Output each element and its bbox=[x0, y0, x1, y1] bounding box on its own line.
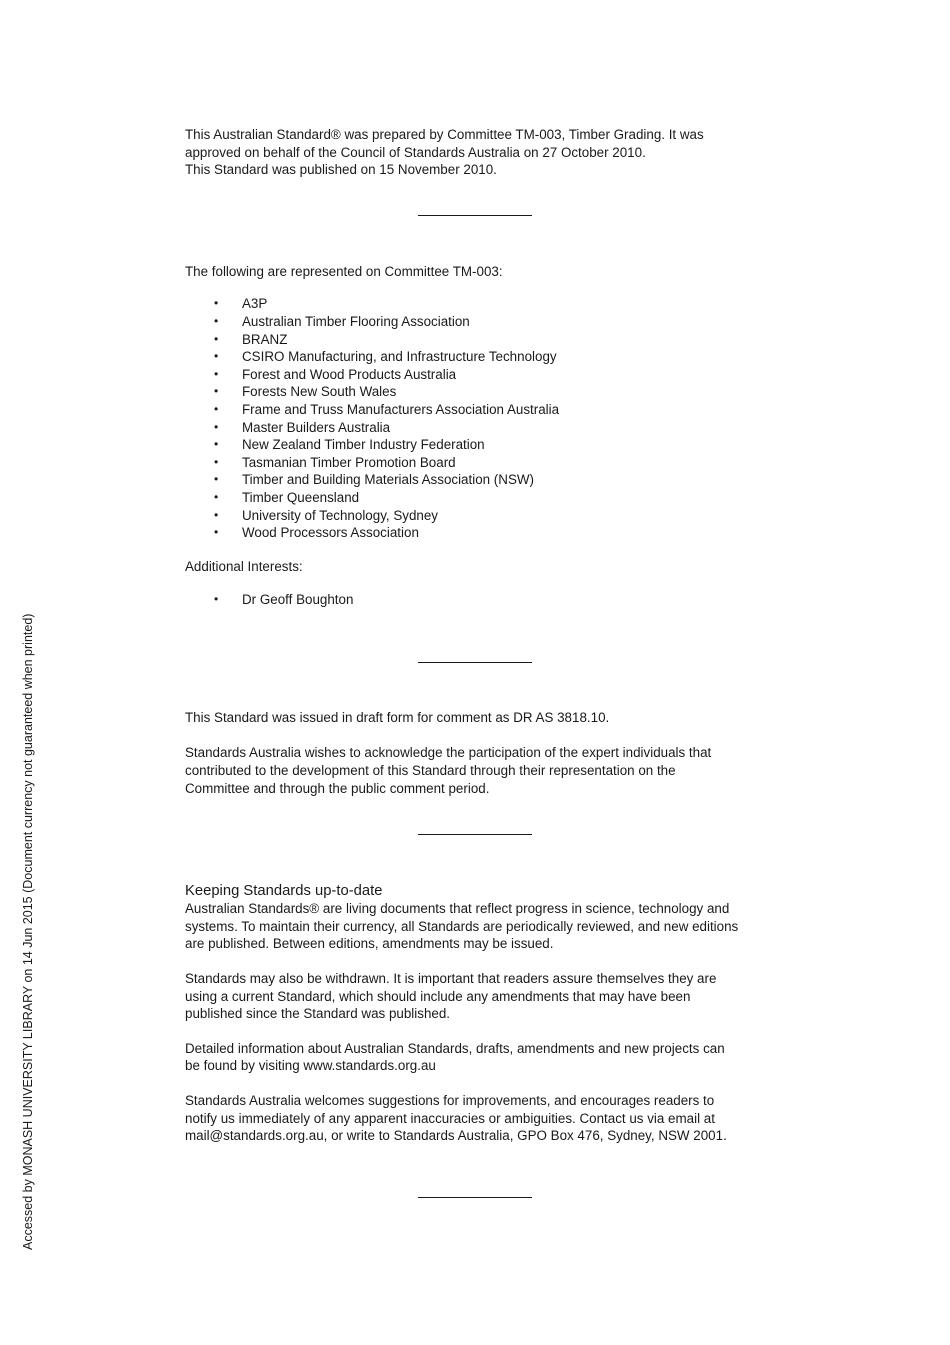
section-divider bbox=[418, 834, 532, 835]
text-line: approved on behalf of the Council of Standards Australia on 27 October 2010. bbox=[185, 144, 646, 160]
list-item: • Timber Queensland bbox=[185, 489, 775, 507]
list-item: • University of Technology, Sydney bbox=[185, 507, 775, 525]
acknowledgement-paragraph bbox=[185, 744, 775, 797]
detailed-information-paragraph bbox=[185, 1040, 775, 1075]
section-divider bbox=[418, 1197, 532, 1198]
access-watermark: Accessed by MONASH UNIVERSITY LIBRARY on 14 Jun 2015 (Document currency not guaranteed when printed) bbox=[21, 613, 35, 1250]
draft-issued-text: This Standard was issued in draft form for comment as DR AS 3818.10. bbox=[185, 709, 610, 725]
list-item: • Australian Timber Flooring Association bbox=[185, 313, 775, 331]
text-line: Standards Australia welcomes suggestions for improvements, and encourages readers to bbox=[185, 1093, 715, 1108]
list-item: • Master Builders Australia bbox=[185, 419, 775, 437]
text-line: published since the Standard was published. bbox=[185, 1006, 451, 1022]
text-line: Committee and through the public comment period. bbox=[185, 780, 490, 796]
text-line: are published. Between editions, amendments may be issued. bbox=[185, 936, 554, 952]
text-line: This Standard was published on 15 November 2010. bbox=[185, 162, 497, 178]
list-item: • Tasmanian Timber Promotion Board bbox=[185, 454, 775, 472]
text-line: be found by visiting www.standards.org.au bbox=[185, 1058, 436, 1074]
preparation-paragraph bbox=[185, 126, 775, 179]
suggestions-paragraph bbox=[185, 1092, 775, 1145]
text-line: Detailed information about Australian Standards, drafts, amendments and new projects can bbox=[185, 1040, 725, 1056]
text-line: Standards Australia wishes to acknowledge the participation of the expert individuals that bbox=[185, 745, 712, 761]
list-item: • Wood Processors Association bbox=[185, 524, 775, 542]
living-documents-paragraph bbox=[185, 900, 775, 953]
text-line: Standards may also be withdrawn. It is important that readers assure themselves they are bbox=[185, 971, 717, 987]
text-line: mail@standards.org.au, or write to Standards Australia, GPO Box 476, Sydney, NSW 2001. bbox=[185, 1128, 727, 1144]
committee-intro: The following are represented on Committee TM-003: bbox=[185, 263, 503, 279]
section-divider bbox=[418, 662, 532, 663]
text-line: using a current Standard, which should include any amendments that may have been bbox=[185, 988, 691, 1004]
list-item: • BRANZ bbox=[185, 331, 775, 349]
withdrawn-paragraph bbox=[185, 970, 775, 1023]
text-line: notify us immediately of any apparent inaccuracies or ambiguities. Contact us via email at bbox=[185, 1110, 715, 1126]
text-line: contributed to the development of this Standard through their representation on the bbox=[185, 763, 676, 779]
document-page bbox=[185, 126, 775, 1198]
list-item: • New Zealand Timber Industry Federation bbox=[185, 436, 775, 454]
additional-interests-list bbox=[185, 591, 775, 609]
text-line: Australian Standards® are living documents that reflect progress in science, technology and bbox=[185, 901, 730, 917]
text-line: systems. To maintain their currency, all Standards are periodically reviewed, and new editions bbox=[185, 918, 739, 934]
list-item: • A3P bbox=[185, 295, 775, 313]
list-item: • Forests New South Wales bbox=[185, 383, 775, 401]
text-line: This Australian Standard® was prepared by Committee TM-003, Timber Grading. It was bbox=[185, 127, 704, 142]
section-heading: Keeping Standards up-to-date bbox=[185, 883, 383, 900]
committee-member-list bbox=[185, 295, 775, 541]
list-item: • Dr Geoff Boughton bbox=[185, 591, 775, 609]
list-item: • Frame and Truss Manufacturers Association Australia bbox=[185, 401, 775, 419]
list-item: • Forest and Wood Products Australia bbox=[185, 366, 775, 384]
list-item: • Timber and Building Materials Association (NSW) bbox=[185, 471, 775, 489]
list-item: • CSIRO Manufacturing, and Infrastructure Technology bbox=[185, 348, 775, 366]
section-divider bbox=[418, 215, 532, 216]
additional-interests-label: Additional Interests: bbox=[185, 558, 303, 574]
